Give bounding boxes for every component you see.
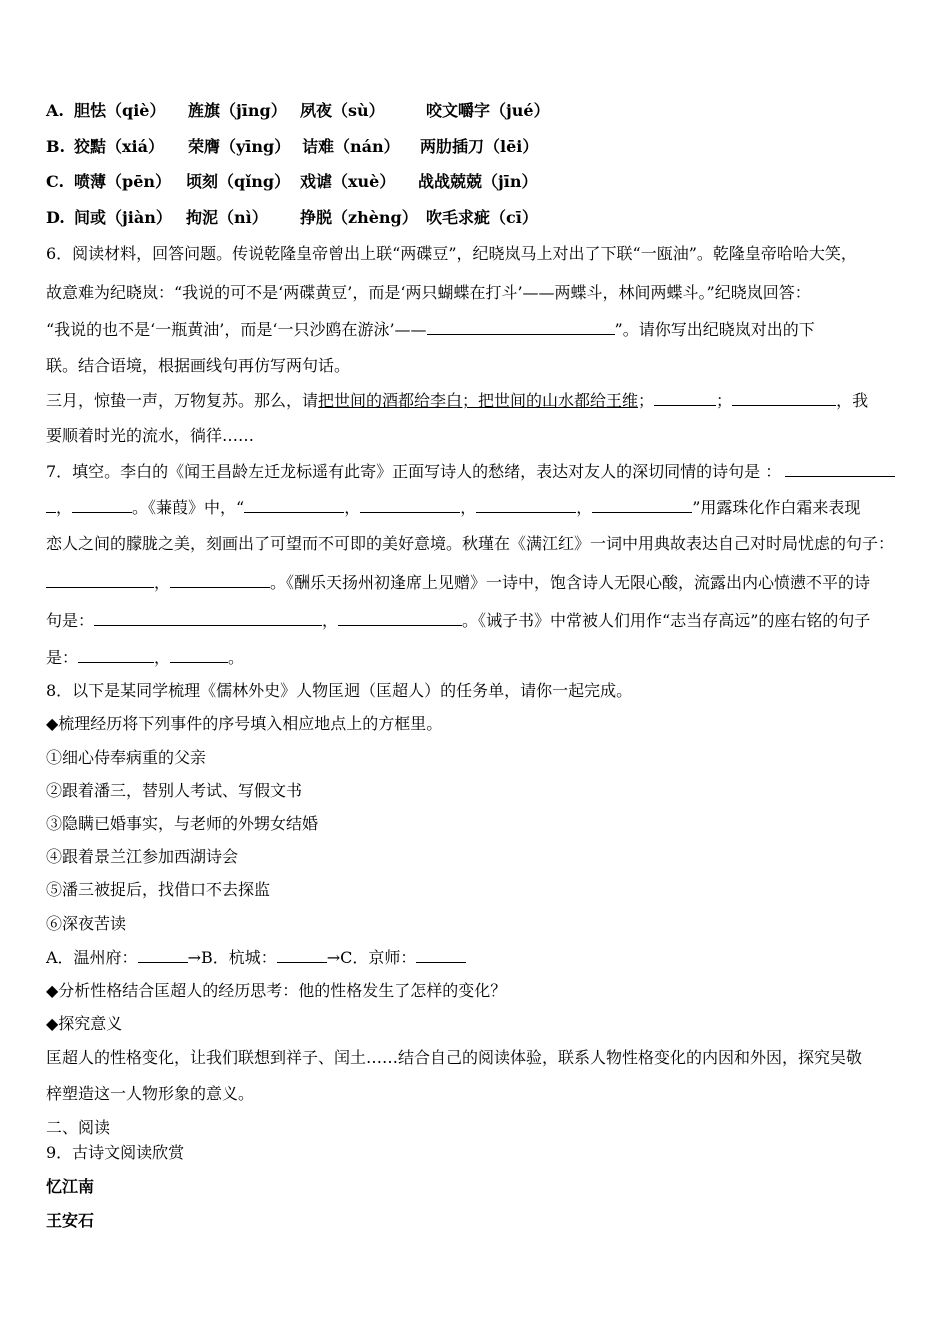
q8-task3: ◆探究意义 xyxy=(46,1014,123,1033)
answer-blank[interactable] xyxy=(170,571,270,588)
q8-event-6: ⑥深夜苦读 xyxy=(46,914,127,933)
answer-blank[interactable] xyxy=(277,946,327,963)
poem-title: 忆江南 xyxy=(46,1177,95,1196)
q6-line5: 三月，惊蛰一声，万物复苏。那么，请把世间的酒都给李白；把世间的山水都给王维； ； ，我 xyxy=(46,391,869,410)
q7-line4: ， 。《酬乐天扬州初逢席上见赠》一诗中，饱含诗人无限心酸，流露出内心愤懑不平的诗 xyxy=(46,571,870,594)
q7-line6: 是： ， 。 xyxy=(46,648,245,667)
answer-blank[interactable] xyxy=(427,318,615,335)
poem-author: 王安石 xyxy=(46,1211,95,1230)
section-heading: 二、阅读 xyxy=(46,1118,111,1137)
option-letter: B. xyxy=(46,137,66,156)
q8-event-1: ①细心侍奉病重的父亲 xyxy=(46,748,207,767)
q6-line1: 6．阅读材料，回答问题。传说乾隆皇帝曾出上联“两碟豆”，纪晓岚马上对出了下联“一瓯油”。乾隆皇帝哈哈大笑， xyxy=(46,244,857,263)
q8-event-4: ④跟着景兰江参加西湖诗会 xyxy=(46,847,239,866)
option-item: 战战兢兢（jīn） xyxy=(418,172,538,191)
option-item: 戏谑（xuè） xyxy=(300,172,396,191)
q6-line6: 要顺着时光的流水，徜徉…… xyxy=(46,426,255,445)
option-item: 诘难（nán） xyxy=(302,137,400,156)
answer-blank[interactable] xyxy=(732,389,836,406)
option-item: 荣膺（yīng） xyxy=(188,137,291,156)
q6-line3: “我说的也不是‘一瓶黄油’，而是‘一只沙鸥在游泳’—— ”。请你写出纪晓岚对出的下 xyxy=(46,320,815,339)
q7-line3: 恋人之间的朦胧之美，刻画出了可望而不可即的美好意境。秋瑾在《满江红》一词中用典故表达自己对时局忧虑的句子： xyxy=(46,534,895,553)
answer-blank[interactable] xyxy=(416,946,466,963)
answer-blank[interactable] xyxy=(170,646,228,663)
q8-task1: ◆梳理经历将下列事件的序号填入相应地点上的方框里。 xyxy=(46,714,443,733)
q8-body2: 梓塑造这一人物形象的意义。 xyxy=(46,1084,255,1103)
option-letter: A. xyxy=(46,101,64,120)
q9-title: 9．古诗文阅读欣赏 xyxy=(46,1143,185,1162)
option-item: 挣脱（zhèng） xyxy=(300,208,418,227)
answer-blank[interactable] xyxy=(72,496,132,513)
underlined-sentence: 把世间的酒都给李白；把世间的山水都给王维 xyxy=(318,391,639,410)
option-item: 狡黠（xiá） xyxy=(74,137,164,156)
option-letter: D. xyxy=(46,208,65,227)
answer-blank[interactable] xyxy=(476,496,576,513)
q8-event-3: ③隐瞒已婚事实，与老师的外甥女结婚 xyxy=(46,814,319,833)
q7-line1: 7．填空。李白的《闻王昌龄左迁龙标遥有此寄》正面写诗人的愁绪，表达对友人的深切同情的诗句是 ： xyxy=(46,460,895,483)
answer-blank[interactable] xyxy=(592,496,692,513)
q6-line2: 故意难为纪晓岚：“我说的可不是‘两碟黄豆’，而是‘两只蝴蝶在打斗’——两蝶斗，林间两蝶斗。”纪晓岚回答： xyxy=(46,283,811,302)
answer-blank[interactable] xyxy=(138,946,188,963)
option-item: 两肋插刀（lēi） xyxy=(420,137,539,156)
answer-blank[interactable] xyxy=(338,609,462,626)
q8-route: A．温州府： →B．杭城： →C．京师： xyxy=(46,946,466,969)
option-item: 胆怯（qiè） xyxy=(74,101,166,120)
q8-task2: ◆分析性格结合匡超人的经历思考：他的性格发生了怎样的变化？ xyxy=(46,981,507,1000)
q8-body1: 匡超人的性格变化，让我们联想到祥子、闰土……结合自己的阅读体验，联系人物性格变化的内因和外因，探究吴敬 xyxy=(46,1048,863,1067)
option-letter: C. xyxy=(46,172,65,191)
q8-intro: 8．以下是某同学梳理《儒林外史》人物匡迥（匡超人）的任务单，请你一起完成。 xyxy=(46,681,633,700)
q8-event-5: ⑤潘三被捉后，找借口不去探监 xyxy=(46,880,271,899)
option-item: 咬文嚼字（jué） xyxy=(426,101,550,120)
option-item: 旌旗（jīng） xyxy=(188,101,287,120)
option-item: 间或（jiàn） xyxy=(74,208,172,227)
q7-line2: ， 。《蒹葭》中，“ ， ， ， ”用露珠化作白霜来表现 xyxy=(46,496,860,519)
option-item: 吹毛求疵（cī） xyxy=(426,208,538,227)
q6-line4: 联。结合语境，根据画线句再仿写两句话。 xyxy=(46,356,351,375)
answer-blank[interactable] xyxy=(94,609,322,626)
q8-event-2: ②跟着潘三，替别人考试、写假文书 xyxy=(46,781,303,800)
option-item: 顷刻（qǐng） xyxy=(186,172,291,191)
option-item: 喷薄（pēn） xyxy=(74,172,172,191)
answer-blank[interactable] xyxy=(785,460,895,477)
answer-blank[interactable] xyxy=(654,389,716,406)
answer-blank[interactable] xyxy=(244,496,344,513)
option-item: 夙夜（sù） xyxy=(300,101,385,120)
answer-blank[interactable] xyxy=(360,496,460,513)
q7-line5: 句是： ， 。《诫子书》中常被人们用作“志当存高远”的座右铭的句子 xyxy=(46,611,871,630)
answer-blank[interactable] xyxy=(46,496,56,513)
answer-blank[interactable] xyxy=(78,646,154,663)
option-item: 拘泥（nì） xyxy=(186,208,268,227)
answer-blank[interactable] xyxy=(46,571,154,588)
